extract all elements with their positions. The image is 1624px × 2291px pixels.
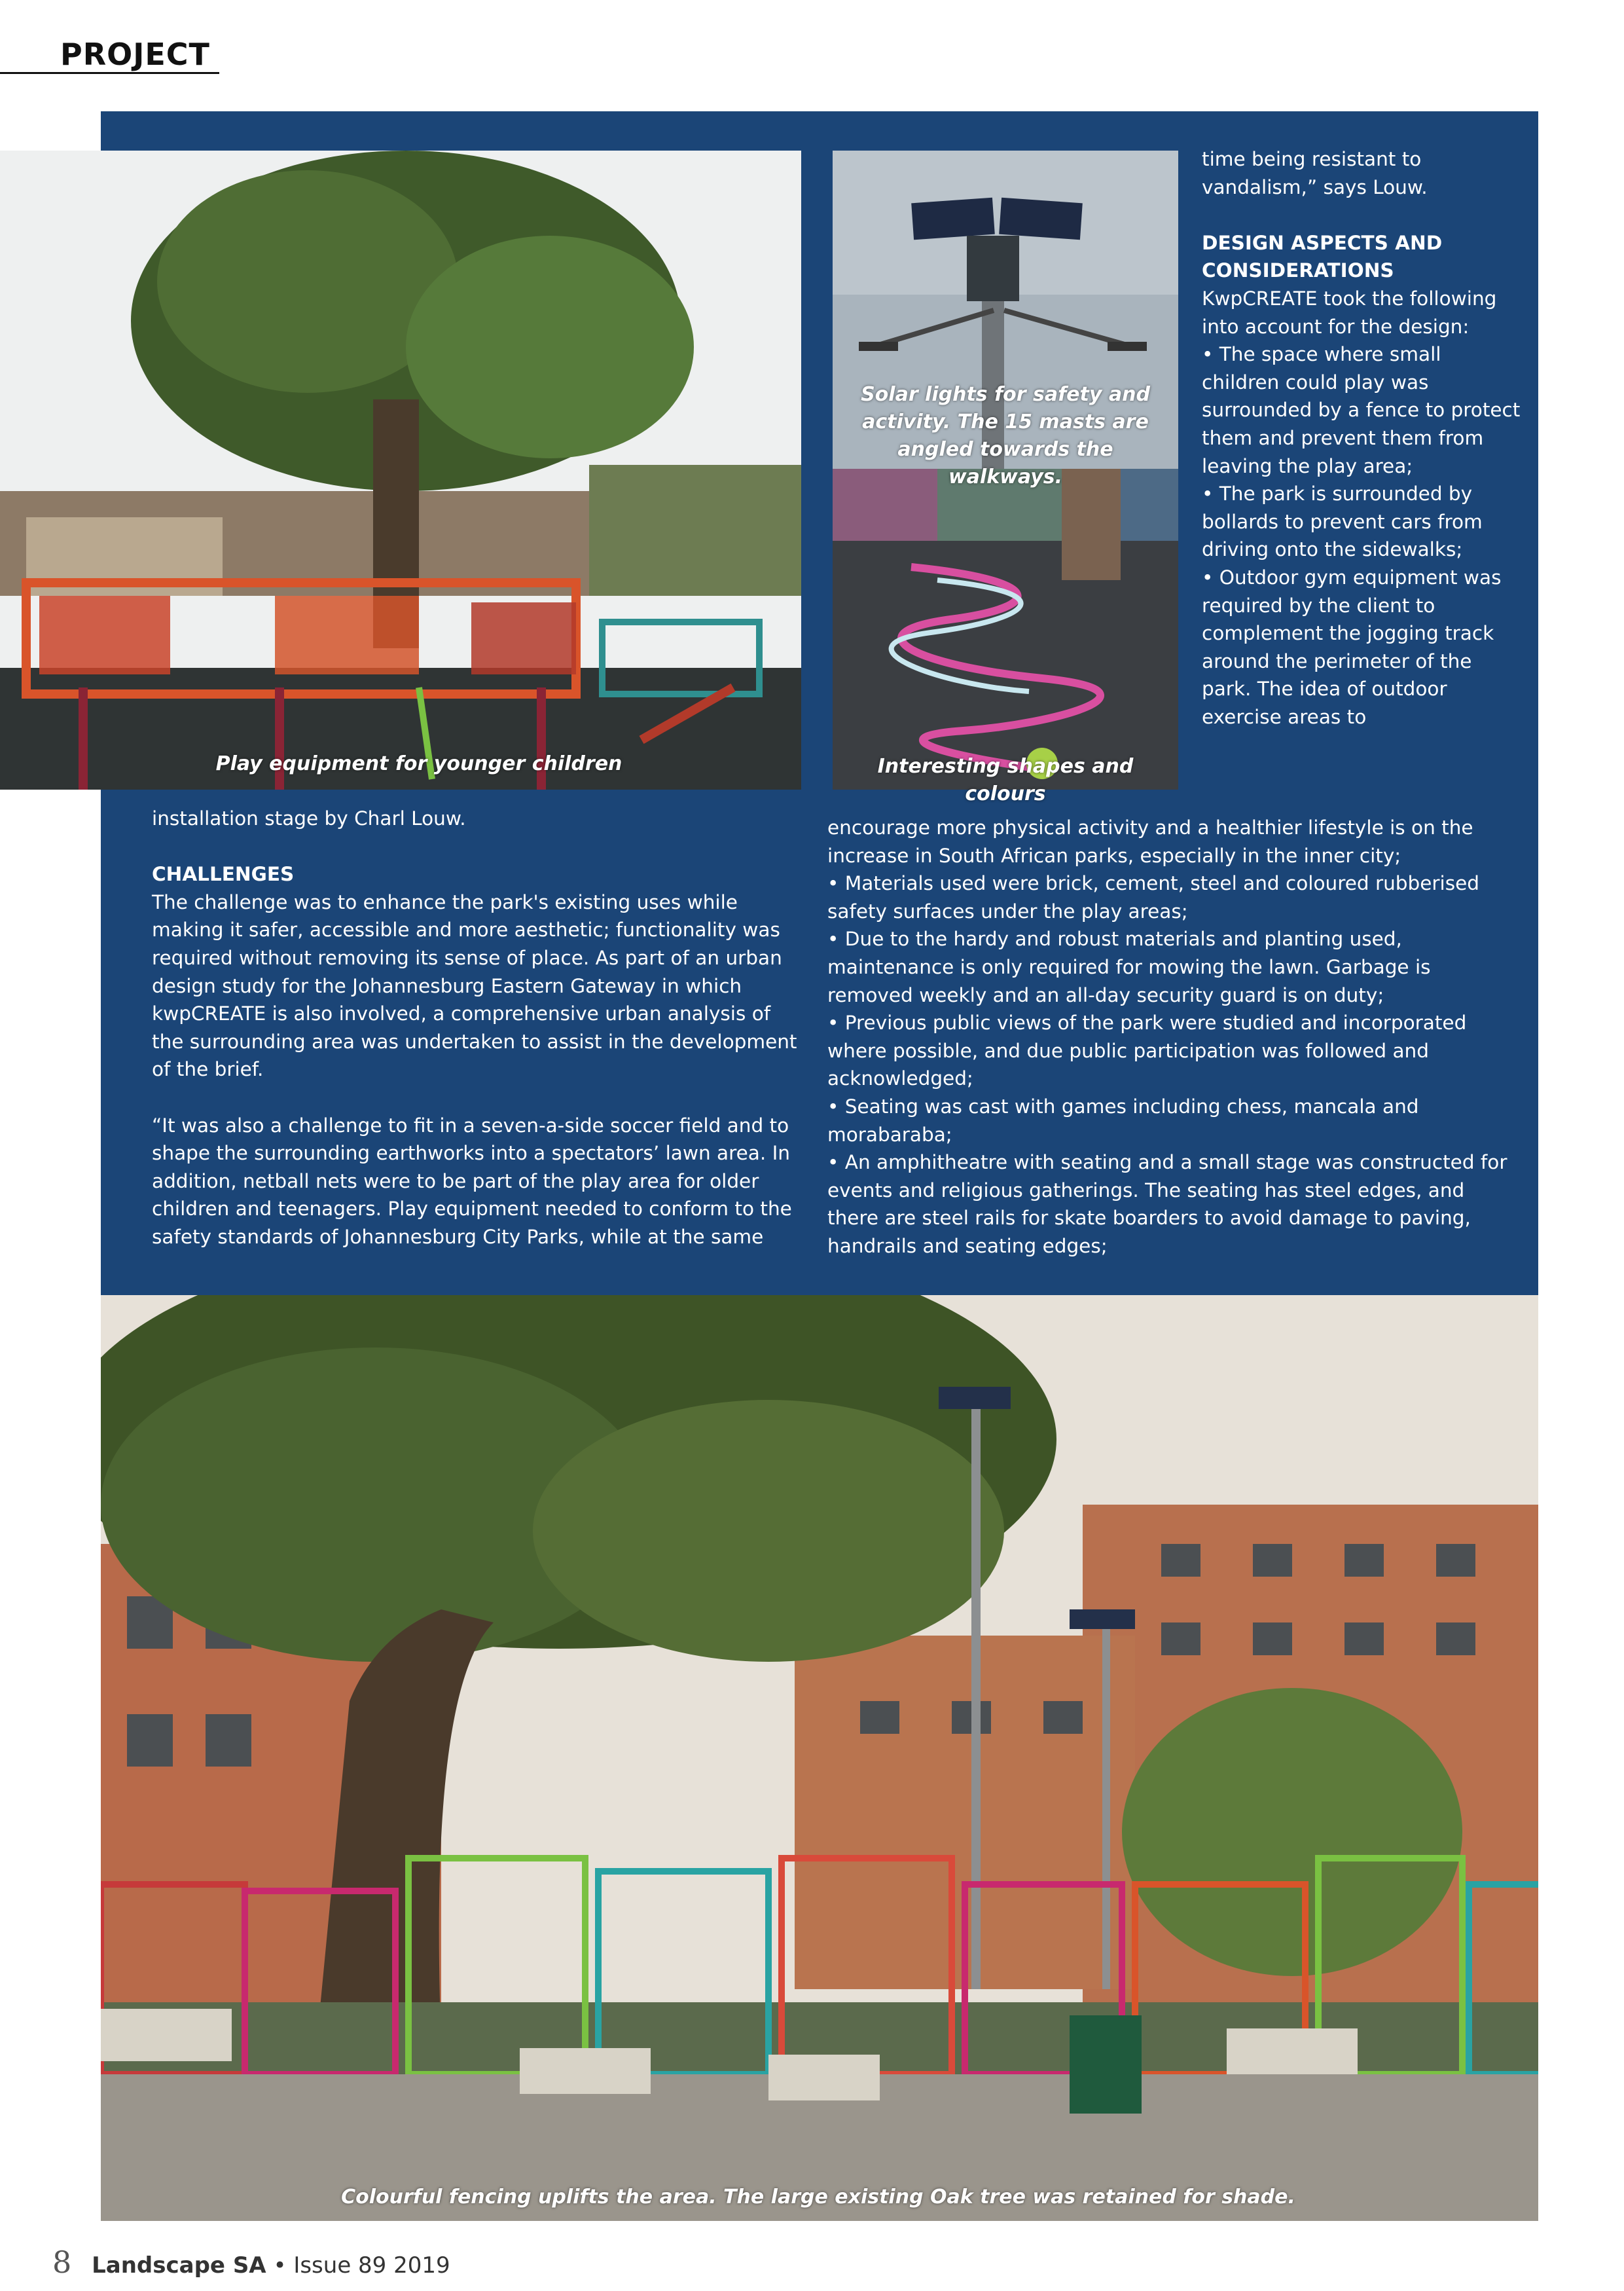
- bullet-materials: • Materials used were brick, cement, steel and coloured rubberised safety surfaces under the play areas;: [827, 872, 1479, 923]
- right-narrow-column: [1202, 145, 1523, 731]
- fencing-oak-tree-photo: [101, 1295, 1538, 2221]
- magazine-name: Landscape SA: [92, 2252, 266, 2279]
- right-wide-column: [827, 814, 1521, 1260]
- shapes-photo: [833, 469, 1178, 790]
- section-rule: [0, 72, 219, 74]
- design-heading-line1: DESIGN ASPECTS AND: [1202, 231, 1443, 254]
- bullet-public-views: • Previous public views of the park were studied and incorporated where possible, and due public participation was followed and acknowledged;: [827, 1012, 1467, 1090]
- left-column: [152, 805, 806, 1251]
- bullet-maintenance: • Due to the hardy and robust materials and planting used, maintenance is only required for mowing the lawn. Garbage is removed weekly and an all-day security guard is on duty;: [827, 928, 1431, 1006]
- challenges-heading: CHALLENGES: [152, 863, 295, 886]
- challenges-paragraph-1: The challenge was to enhance the park's existing uses while making it safer, accessible and more aesthetic; functionality was required without removing its sense of place. As part of an urban design study for the Johannesburg Eastern Gateway in which kwpCREATE is also involved, a comprehensive urban analysis of the surrounding area was undertaken to assist in the development of the brief.: [152, 890, 797, 1081]
- design-intro: KwpCREATE took the following into account for the design:: [1202, 287, 1497, 338]
- bullet-fence: • The space where small children could play was surrounded by a fence to protect them and prevent them from leaving the play area;: [1202, 343, 1521, 477]
- bullet-gym-start: • Outdoor gym equipment was required by the client to complement the jogging track around the perimeter of the park. The idea of outdoor exercise areas to: [1202, 566, 1502, 728]
- bullet-seating-games: • Seating was cast with games including chess, mancala and morabaraba;: [827, 1095, 1419, 1146]
- page-footer: [52, 2245, 450, 2280]
- bullet-amphitheatre: • An amphitheatre with seating and a small stage was constructed for events and religious gatherings. The seating has steel edges, and there are steel rails for skate boarders to avoid damage to paving, handrails and seating edges;: [827, 1151, 1507, 1257]
- design-heading-line2: CONSIDERATIONS: [1202, 259, 1394, 282]
- shapes-caption: Interesting shapes and colours: [877, 755, 1134, 805]
- play-equipment-caption: Play equipment for younger children: [215, 752, 623, 775]
- intro-line: installation stage by Charl Louw.: [152, 807, 466, 830]
- issue-info: Issue 89 2019: [293, 2252, 450, 2279]
- section-label: PROJECT: [60, 37, 210, 72]
- fencing-caption: Colourful fencing uplifts the area. The large existing Oak tree was retained for shade.: [341, 2186, 1295, 2209]
- challenges-paragraph-2: “It was also a challenge to fit in a seven-a-side soccer field and to shape the surrounding earthworks into a spectators’ lawn area. In addition, netball nets were to be part of the play area for older children and teenagers. Play equipment needed to conform to the safety standards of Johannesburg City Parks, while at the same: [152, 1114, 792, 1248]
- solar-lights-caption: Solar lights for safety and activity. The 15 masts are angled towards the walkways.: [861, 383, 1150, 488]
- page-number: 8: [52, 2245, 72, 2280]
- bullet-gym-continued: encourage more physical activity and a healthier lifestyle is on the increase in South African parks, especially in the inner city;: [827, 816, 1473, 867]
- quote-end: time being resistant to vandalism,” says Louw.: [1202, 148, 1428, 198]
- bullet-bollards: • The park is surrounded by bollards to prevent cars from driving onto the sidewalks;: [1202, 483, 1483, 561]
- footer-separator: •: [273, 2252, 287, 2279]
- play-equipment-photo: [0, 151, 801, 790]
